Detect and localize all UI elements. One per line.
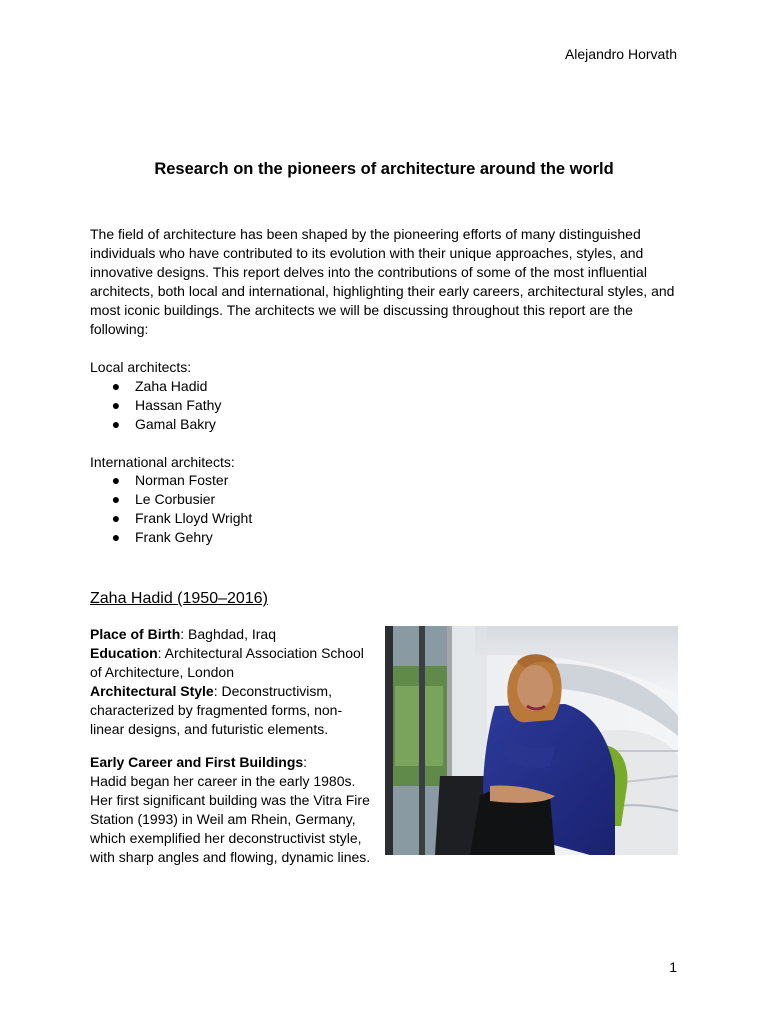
page-number: 1 <box>669 959 677 975</box>
list-item <box>110 528 252 547</box>
birth-line <box>90 625 376 644</box>
local-architects-label: Local architects: <box>90 359 192 375</box>
local-architects-list <box>110 377 221 434</box>
career-colon: : <box>303 754 308 770</box>
education-line <box>90 644 376 682</box>
international-architects-label: International architects: <box>90 454 235 470</box>
header-author: Alejandro Horvath <box>564 46 677 62</box>
list-item-text: Frank Lloyd Wright <box>135 510 253 526</box>
list-item-text: Frank Gehry <box>135 529 213 545</box>
education-value: : Architectural Association School of Architecture, London <box>90 645 364 680</box>
style-value: : Deconstructivism, characterized by fragmented forms, non-linear designs, and futuristic elements. <box>90 683 343 737</box>
career-heading <box>90 753 376 772</box>
international-architects-list <box>110 471 252 547</box>
intro-paragraph: The field of architecture has been shaped by the pioneering efforts of many distinguished individuals who have contributed to its evolution with their unique approaches, styles, and innovative designs. This report delves into the contributions of some of the most influential architects, both local and international, highlighting their early careers, architectural styles, and most iconic buildings. The architects we will be discussing throughout this report are the following: <box>90 226 675 337</box>
bullet-icon: ● <box>111 397 121 413</box>
list-item-text: Hassan Fathy <box>135 397 222 413</box>
bullet-icon: ● <box>111 472 121 488</box>
birth-value: : Baghdad, Iraq <box>180 626 276 642</box>
bullet-icon: ● <box>111 529 121 545</box>
list-item-text: Zaha Hadid <box>135 378 208 394</box>
list-item-text: Gamal Bakry <box>135 416 216 432</box>
list-item-text: Norman Foster <box>135 472 229 488</box>
section-heading: Zaha Hadid (1950–2016) <box>90 590 268 607</box>
bullet-icon: ● <box>111 378 121 394</box>
education-label: Education <box>90 645 158 661</box>
page-title: Research on the pioneers of architecture around the world <box>154 160 614 178</box>
list-item <box>110 396 221 415</box>
list-item <box>110 490 252 509</box>
bullet-icon: ● <box>111 416 121 432</box>
career-label: Early Career and First Buildings <box>90 754 304 770</box>
style-label: Architectural Style <box>90 683 214 699</box>
list-item <box>110 509 252 528</box>
list-item <box>110 471 252 490</box>
style-line <box>90 682 376 739</box>
biography-block <box>90 625 376 867</box>
architect-photo <box>385 626 678 855</box>
bullet-icon: ● <box>111 510 121 526</box>
birth-label: Place of Birth <box>90 626 181 642</box>
list-item <box>110 415 221 434</box>
bullet-icon: ● <box>111 491 121 507</box>
portrait-illustration <box>385 626 678 855</box>
list-item <box>110 377 221 396</box>
career-text: Hadid began her career in the early 1980s. Her first significant building was the Vitra Fire Station (1993) in Weil am Rhein, Germany, which exemplified her deconstructivist style, with sharp angles and flowing, dynamic lines. <box>90 773 371 865</box>
list-item-text: Le Corbusier <box>135 491 216 507</box>
